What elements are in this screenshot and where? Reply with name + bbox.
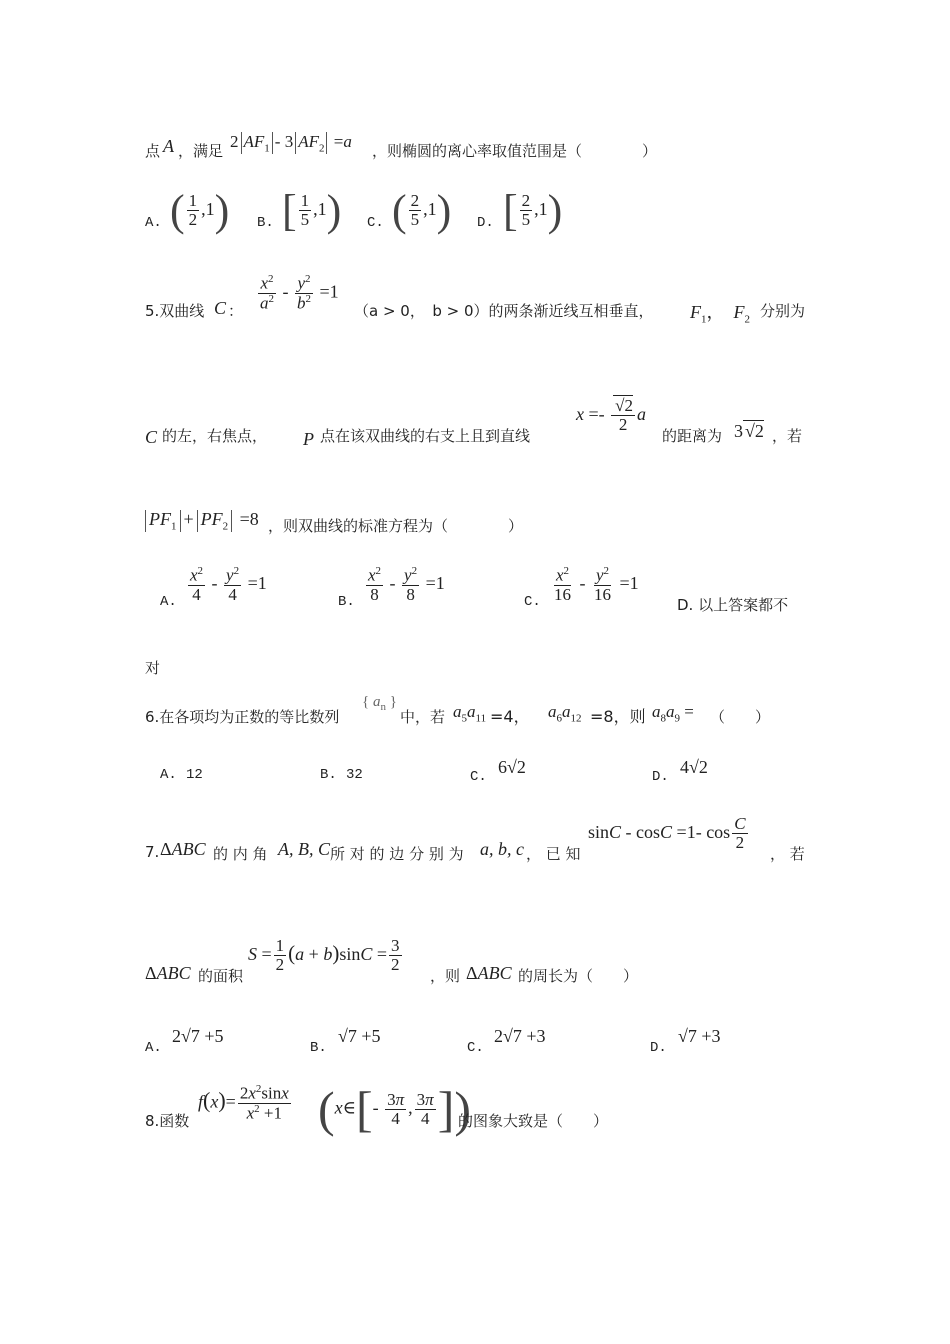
q5-option-b-label: B. (338, 594, 355, 610)
q7-stem (0, 815, 950, 875)
q6-product2: $a_6a_{12}$ (548, 702, 582, 725)
q7-line2-c: 的周长为（ ） (518, 967, 639, 985)
q4-options (0, 185, 950, 245)
q7-option-b-value: √7 +5 (338, 1026, 381, 1046)
q4-option-a-value: ( $\frac{1}{2}$ ,1) (170, 186, 230, 235)
q7-triangle: ΔABC (160, 839, 206, 859)
q6-eq2: =8，则 (590, 707, 646, 726)
q4-option-d-value: [ $\frac{2}{5}$ ,1) (503, 186, 563, 235)
q6-option-b-value: 32 (346, 767, 363, 783)
q5-line2-c: 的距离为 (662, 427, 723, 445)
q5-line2 (0, 395, 950, 455)
q6-options (0, 755, 950, 787)
q5-distance: 3 √2 (734, 421, 764, 441)
q7-stem-b: 的 内 角 (213, 845, 268, 863)
q6-product1: $a_5a_{11}$ (453, 702, 487, 725)
q5-foci: $F_1$， $F_2$ (690, 302, 750, 326)
q6-eq1: =4， (490, 707, 530, 726)
q7-option-c-label: C. (467, 1040, 484, 1056)
q8-stem-b: 的图象大致是（ ） (458, 1112, 609, 1130)
q4-option-b-label: B. (257, 215, 274, 231)
q6-tail: （ ） (710, 708, 771, 726)
q4-option-d-label: D. (477, 215, 494, 231)
q5-option-c-label: C. (524, 594, 541, 610)
q7-angles: A, B, C (278, 839, 330, 859)
q5-curve-name-2: C (145, 427, 158, 447)
q5-option-a-label: A. (160, 594, 177, 610)
q7-option-a-label: A. (145, 1040, 162, 1056)
q6-option-c-value: 6√2 (498, 757, 526, 777)
q4-point-a: A (163, 136, 174, 156)
q7-sides: a, b, c (480, 839, 524, 859)
q5-option-a-value: $\frac{x^2}{4}$ - $\frac{y^2}{4}$ =1 (190, 565, 267, 604)
q7-stem-c: 所 对 的 边 分 别 为 (330, 845, 464, 863)
q6-stem (0, 690, 950, 730)
q4-sep: ，满足 (178, 142, 224, 160)
q6-option-a-value: 12 (186, 767, 203, 783)
q5-equation: $\frac{x^2}{a^2}$ - $\frac{y^2}{b^2}$ =1 (260, 273, 339, 313)
q7-triangle-3: ΔABC (466, 963, 512, 983)
q6-option-d-label: D. (652, 769, 669, 785)
q7-stem-d: ， 已 知 (526, 845, 581, 863)
q7-stem-e: ， 若 (770, 845, 805, 863)
q5-curve-name: C (214, 298, 227, 318)
q6-option-b-label: B. (320, 767, 337, 783)
q4-option-b-value: [ $\frac{1}{5}$ ,1) (282, 186, 342, 235)
q5-line1 (0, 270, 950, 330)
q5-line3 (0, 505, 950, 545)
q7-area-equation: S = $\frac{1}{2}$ (a + b)sinC = $\frac{3}{2}$ (248, 936, 400, 974)
q5-condition: （a > 0， b > 0）的两条渐近线互相垂直， (354, 302, 654, 320)
q4-intro: 点 (145, 142, 161, 160)
q4-condition: 2 $AF_1 - 3$ $AF_2 =a$ (230, 132, 352, 155)
q7-option-d-label: D. (650, 1040, 667, 1056)
q5-option-c-value: $\frac{x^2}{16}$ - $\frac{y^2}{16}$ =1 (554, 565, 639, 604)
q6-option-c-label: C. (470, 769, 487, 785)
q7-line2-a: 的面积 (198, 967, 244, 985)
q6-product3: $a_8a_9$ = (652, 702, 694, 725)
q7-line2 (0, 935, 950, 995)
q7-given-equation: sinC - cosC =1- cos $\frac{C}{2}$ (588, 814, 746, 852)
q7-option-d-value: √7 +3 (678, 1026, 721, 1046)
q8-domain: (x∈[- $\frac{3\pi}{4}$ , $\frac{3\pi}{4}$ ]) (318, 1081, 472, 1137)
q5-line2-b: 点在该双曲线的右支上且到直线 (320, 427, 531, 445)
q6-option-a-label: A. (160, 767, 177, 783)
q8-function: f(x)= $\frac{2x^2\sin x}{x^2 +1}$ (198, 1083, 289, 1123)
q7-line2-b: ，则 (430, 967, 461, 985)
q5-option-d: D. 以上答案都不 (677, 596, 789, 614)
q6-sequence: { $a_n$ } (362, 694, 397, 713)
q5-line2-d: ，若 (772, 427, 803, 445)
q7-number: 7. (145, 843, 160, 861)
q7-option-c-value: 2√7 +3 (494, 1026, 546, 1046)
q5-option-d-cont: 对 (145, 659, 161, 677)
q7-triangle-2: ΔABC (145, 963, 191, 983)
q4-option-c-value: ( $\frac{2}{5}$ ,1) (392, 186, 452, 235)
q5-number: 5.双曲线 (145, 302, 205, 320)
q7-option-b-label: B. (310, 1040, 327, 1056)
q5-options (0, 562, 950, 622)
q5-colon: ： (228, 302, 244, 320)
q7-options (0, 1020, 950, 1060)
q5-sum-condition: $PF_1 + PF_2 =8$ (145, 509, 259, 533)
q4-option-a-label: A. (145, 215, 162, 231)
q7-option-a-value: 2√7 +5 (172, 1026, 224, 1046)
q6-stem-b: 中，若 (400, 708, 446, 726)
q5-line2-a: 的左，右焦点， (162, 427, 268, 445)
q5-option-b-value: $\frac{x^2}{8}$ - $\frac{y^2}{8}$ =1 (368, 565, 445, 604)
q6-option-d-value: 4√2 (680, 757, 708, 777)
q5-line3-b: ，则双曲线的标准方程为（ ） (268, 517, 524, 535)
q4-tail: ，则椭圆的离心率取值范围是（ ） (372, 142, 658, 160)
q8-stem-a: 8.函数 (145, 1112, 190, 1130)
q5-line1-end: 分别为 (760, 302, 806, 320)
q6-stem-a: 6.在各项均为正数的等比数列 (145, 708, 340, 726)
q5-option-d-cont-line (0, 655, 950, 679)
q8-stem (0, 1082, 950, 1142)
q4-option-c-label: C. (367, 215, 384, 231)
q5-point-p: P (303, 429, 314, 449)
q5-line-equation: x =- $\frac{√2}{2}$ a (576, 396, 646, 434)
